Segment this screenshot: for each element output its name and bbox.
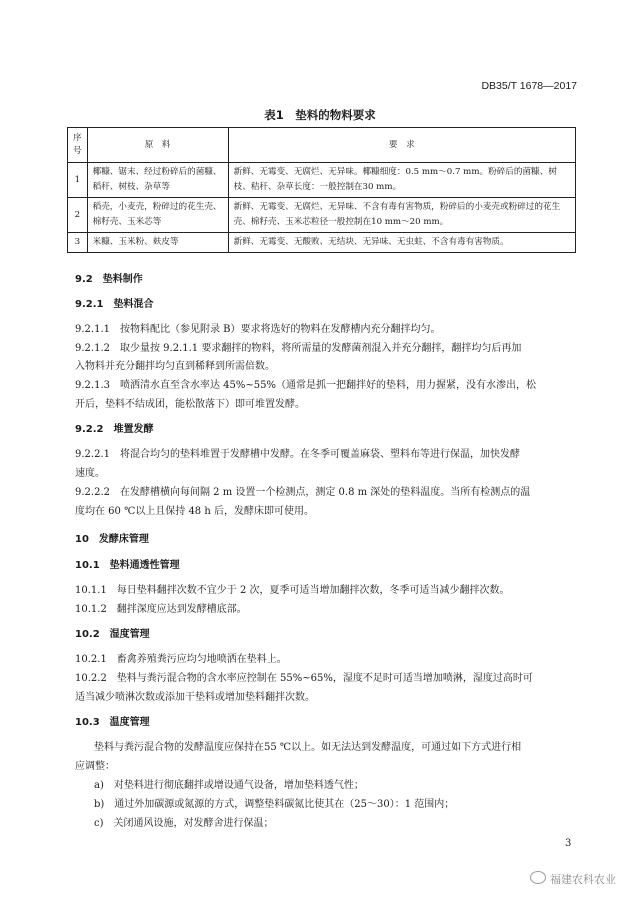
paragraph-line: 速度。 xyxy=(75,468,105,479)
list-item: a) 对垫料进行彻底翻拌或增设通气设备，增加垫料透气性； xyxy=(94,780,364,791)
paragraph-line: 9.2.1.3 喷洒清水直至含水率达 45%~55%（通常是抓一把翻拌好的垫料，用力握紧，没有水渗出，松 xyxy=(75,380,536,391)
section-heading-10-2: 10.2 湿度管理 xyxy=(75,629,150,640)
materials-table xyxy=(67,127,576,253)
row-no: 1 xyxy=(68,163,88,198)
paragraph-line: 9.2.2.2 在发酵槽横向每间隔 2 m 设置一个检测点，测定 0.8 m 深处的垫料温度。当所有检测点的温 xyxy=(75,487,531,498)
paragraph-line: 10.2.2 垫料与粪污混合物的含水率应控制在 55%~65%，湿度不足时可适当增加喷淋，湿度过高时可 xyxy=(75,673,533,684)
section-heading-9-2-1: 9.2.1 垫料混合 xyxy=(75,299,154,310)
section-heading-9-2: 9.2 垫料制作 xyxy=(75,274,143,285)
header-no: 序号 xyxy=(68,128,88,163)
watermark-text: 福建农科农业 xyxy=(550,873,616,886)
section-heading-9-2-2: 9.2.2 堆置发酵 xyxy=(75,424,154,435)
paragraph-line: 适当减少喷淋次数或添加干垫料或增加垫料翻拌次数。 xyxy=(75,692,315,703)
paragraph-line: 10.1.1 每日垫料翻拌次数不宜少于 2 次，夏季可适当增加翻拌次数，冬季可适当减少翻拌次数。 xyxy=(75,585,510,596)
paragraph-line: 9.2.2.1 将混合均匀的垫料堆置于发酵槽中发酵。在冬季可覆盖麻袋、塑料布等进行保温，加快发酵 xyxy=(75,449,520,460)
paragraph-line: 10.1.2 翻拌深度应达到发酵槽底部。 xyxy=(75,604,247,615)
document-number: DB35/T 1678—2017 xyxy=(481,80,577,92)
section-heading-10-1: 10.1 垫料通透性管理 xyxy=(75,560,180,571)
row-raw: 稻壳，小麦壳，粉碎过的花生壳、棉籽壳、玉米芯等 xyxy=(87,198,228,233)
row-no: 3 xyxy=(68,233,88,253)
list-item: c) 关闭通风设施，对发酵舍进行保温； xyxy=(94,818,274,829)
header-raw: 原 料 xyxy=(87,128,228,163)
list-item: b) 通过外加碳源或氮源的方式，调整垫料碳氮比使其在（25～30）：1 范围内； xyxy=(94,799,455,810)
page-number: 3 xyxy=(565,838,572,849)
table-row xyxy=(68,198,576,233)
row-raw: 米糠、玉米粉、麸皮等 xyxy=(87,233,228,253)
paragraph-line: 垫料与粪污混合物的发酵温度应保持在55 ℃以上。如无法达到发酵温度，可通过如下方式进行相 xyxy=(94,742,522,753)
chat-bubble-icon xyxy=(530,871,546,884)
row-req: 新鲜、无霉变、无腐烂、无异味、不含有毒有害物质，粉碎后的小麦壳或粉碎过的花生壳、棉籽壳、玉米芯粒径一般控制在10 mm～20 mm。 xyxy=(228,198,575,233)
paragraph-line: 开后，垫料不结成团，能松散落下）即可堆置发酵。 xyxy=(75,399,305,410)
paragraph-line: 度均在 60 ℃以上且保持 48 h 后，发酵床即可使用。 xyxy=(75,506,314,517)
header-req: 要 求 xyxy=(228,128,575,163)
paragraph-line: 9.2.1.2 取少量按 9.2.1.1 要求翻拌的物料，将所需量的发酵菌剂混入并充分翻拌，翻拌均匀后再加 xyxy=(75,343,522,354)
table-row xyxy=(68,163,576,198)
table-header-row xyxy=(68,128,576,163)
row-req: 新鲜、无霉变、无酸败、无结块、无异味、无虫蛀、不含有毒有害物质。 xyxy=(228,233,575,253)
section-heading-10: 10 发酵床管理 xyxy=(75,534,149,545)
section-heading-10-3: 10.3 温度管理 xyxy=(75,717,150,728)
row-req: 新鲜、无霉变、无腐烂、无异味。椰糠细度：0.5 mm～0.7 mm。粉碎后的菌糠、树枝、秸秆、杂草长度：一般控制在30 mm。 xyxy=(228,163,575,198)
table-title: 表1 垫料的物料要求 xyxy=(264,108,376,122)
row-no: 2 xyxy=(68,198,88,233)
paragraph-line: 10.2.1 畜禽养殖粪污应均匀地喷洒在垫料上。 xyxy=(75,654,287,665)
paragraph-line: 应调整： xyxy=(75,761,115,772)
row-raw: 椰糠、锯末、经过粉碎后的菌糠、稻秆、树枝、杂草等 xyxy=(87,163,228,198)
table-row xyxy=(68,233,576,253)
paragraph-line: 入物料并充分翻拌均匀直到稀释到所需倍数。 xyxy=(75,361,275,372)
watermark xyxy=(530,871,616,887)
paragraph-line: 9.2.1.1 按物料配比（参见附录 B）要求将选好的物料在发酵槽内充分翻拌均匀。 xyxy=(75,324,441,335)
